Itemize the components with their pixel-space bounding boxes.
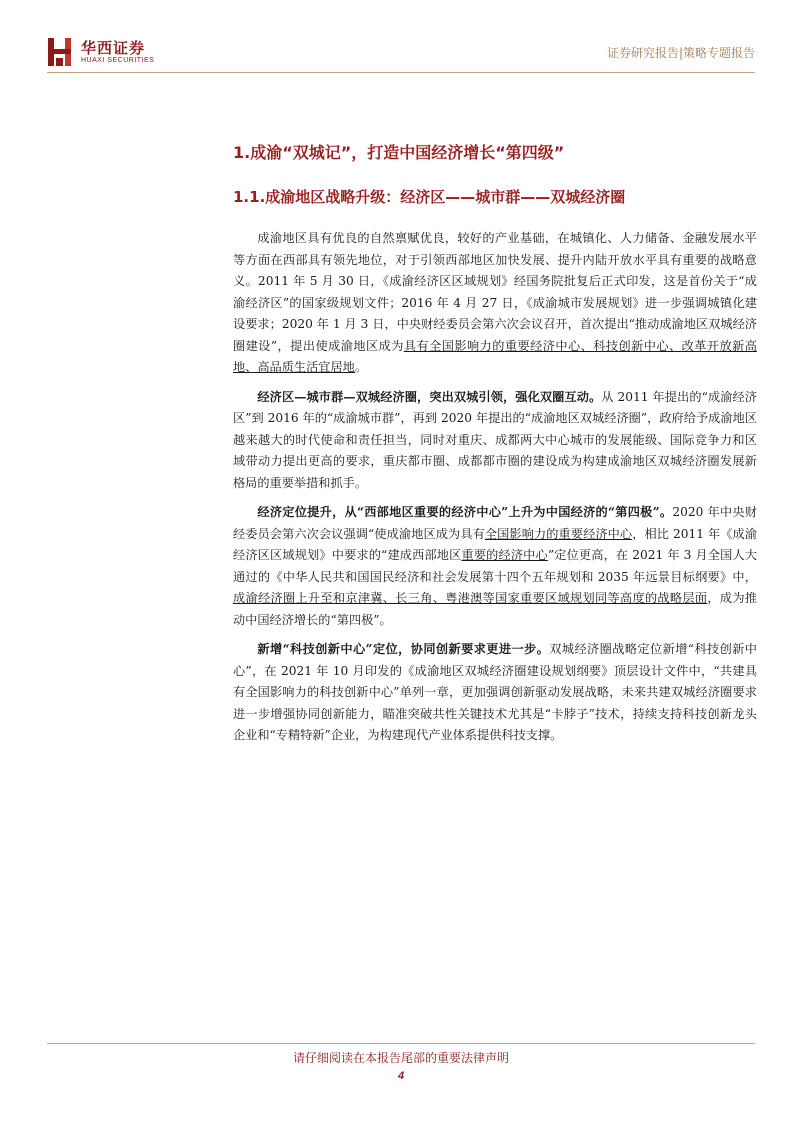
paragraph-3-underline-1: 全国影响力的重要经济中心	[484, 526, 633, 541]
page-header	[0, 0, 802, 76]
paragraph-2	[233, 387, 757, 495]
paragraph-3-text-4: ，成为推动中国经济增长的“第四极”。	[233, 591, 758, 627]
logo-chinese-name: 华西证券	[81, 39, 146, 57]
paragraph-3-lead: 经济定位提升，从“西部地区重要的经济中心”上升为中国经济的“第四极”。	[257, 505, 673, 519]
paragraph-3-text-1: 2020 年中央财经委员会第六次会议强调“使成渝地区成为具有	[233, 505, 758, 541]
paragraph-4-lead: 新增“科技创新中心”定位，协同创新要求更进一步。	[257, 642, 550, 656]
paragraph-3-text-2: ，相比 2011 年《成渝经济区区域规划》中要求的“建成西部地区	[233, 526, 758, 562]
footer-divider	[47, 1043, 755, 1044]
main-content	[233, 140, 757, 747]
paragraph-4-text: 双城经济圈战略定位新增“科技创新中心”，在 2021 年 10 月印发的《成渝地区双城经济圈建设规划纲要》顶层设计文件中，“共建具有全国影响力的科技创新中心”单列一章，更加强调创新驱动发展战略，未来共建双城经济圈要求进一步增强协同创新能力，瞄准突破共性关键技术尤其是“卡脖子”技术，持续支持科技创新龙头企业和“专精特新”企业，为构建现代产业体系提供科技支撑。	[233, 642, 757, 742]
paragraph-1-text: 成渝地区具有优良的自然禀赋优良，较好的产业基础，在城镇化、人力储备、金融发展水平等方面在西部具有领先地位，对于引领西部地区加快发展、提升内陆开放水平具有重要的战略意义。2011 年 5 月 30 日，《成渝经济区区域规划》经国务院批复后正式印发，这是首份关于“成渝经济区”的国家级规划文件；2016 年 4 月 27 日，《成渝城市发展规划》进一步强调城镇化建设要求；2020 年 1 月 3 日，中央财经委员会第六次会议召开，首次提出“推动成渝地区双城经济圈建设”，提出使成渝地区成为	[233, 231, 757, 353]
paragraph-3-text-3: ”定位更高，在 2021 年 3 月全国人大通过的《中华人民共和国国民经济和社会发展第十四个五年规划和 2035 年远景目标纲要》中，	[233, 548, 758, 584]
company-logo	[47, 36, 187, 70]
report-type-label: 证券研究报告|策略专题报告	[606, 46, 755, 60]
paragraph-2-text: 从 2011 年提出的“成渝经济区”到 2016 年的“成渝城市群”，再到 2020 年提出的“成渝地区双城经济圈”，政府给予成渝地区越来越大的时代使命和责任担当，同时对重庆、成都两大中心城市的发展能级、国际竞争力和区域带动力提出更高的要求，重庆都市圈、成都都市圈的建设成为构建成渝地区双城经济圈发展新格局的重要举措和抓手。	[233, 389, 757, 490]
paragraph-4	[233, 639, 757, 747]
paragraph-1-tail: 。	[354, 360, 368, 374]
header-divider	[47, 72, 755, 73]
legal-notice: 请仔细阅读在本报告尾部的重要法律声明	[292, 1051, 509, 1065]
logo-english-name: HUAXI SECURITIES	[81, 57, 155, 64]
page-number: 4	[397, 1070, 405, 1082]
paragraph-3-underline-2: 重要的经济中心	[461, 548, 548, 562]
subsection-title: 1.1.成渝地区战略升级：经济区——城市群——双城经济圈	[233, 188, 626, 206]
paragraph-1-underline: 具有全国影响力的重要经济中心、科技创新中心、改革开放新高地、高品质生活宜居地	[233, 338, 757, 374]
huaxi-logo-icon	[47, 36, 75, 68]
section-title: 1.成渝“双城记”，打造中国经济增长“第四级”	[233, 143, 565, 162]
paragraph-3-underline-3: 成渝经济圈上升至和京津冀、长三角、粤港澳等国家重要区域规划同等高度的战略层面	[233, 591, 708, 605]
paragraph-1	[233, 228, 757, 379]
paragraph-2-lead: 经济区—城市群—双城经济圈，突出双城引领，强化双圈互动。	[257, 389, 602, 404]
paragraph-3	[233, 502, 757, 631]
